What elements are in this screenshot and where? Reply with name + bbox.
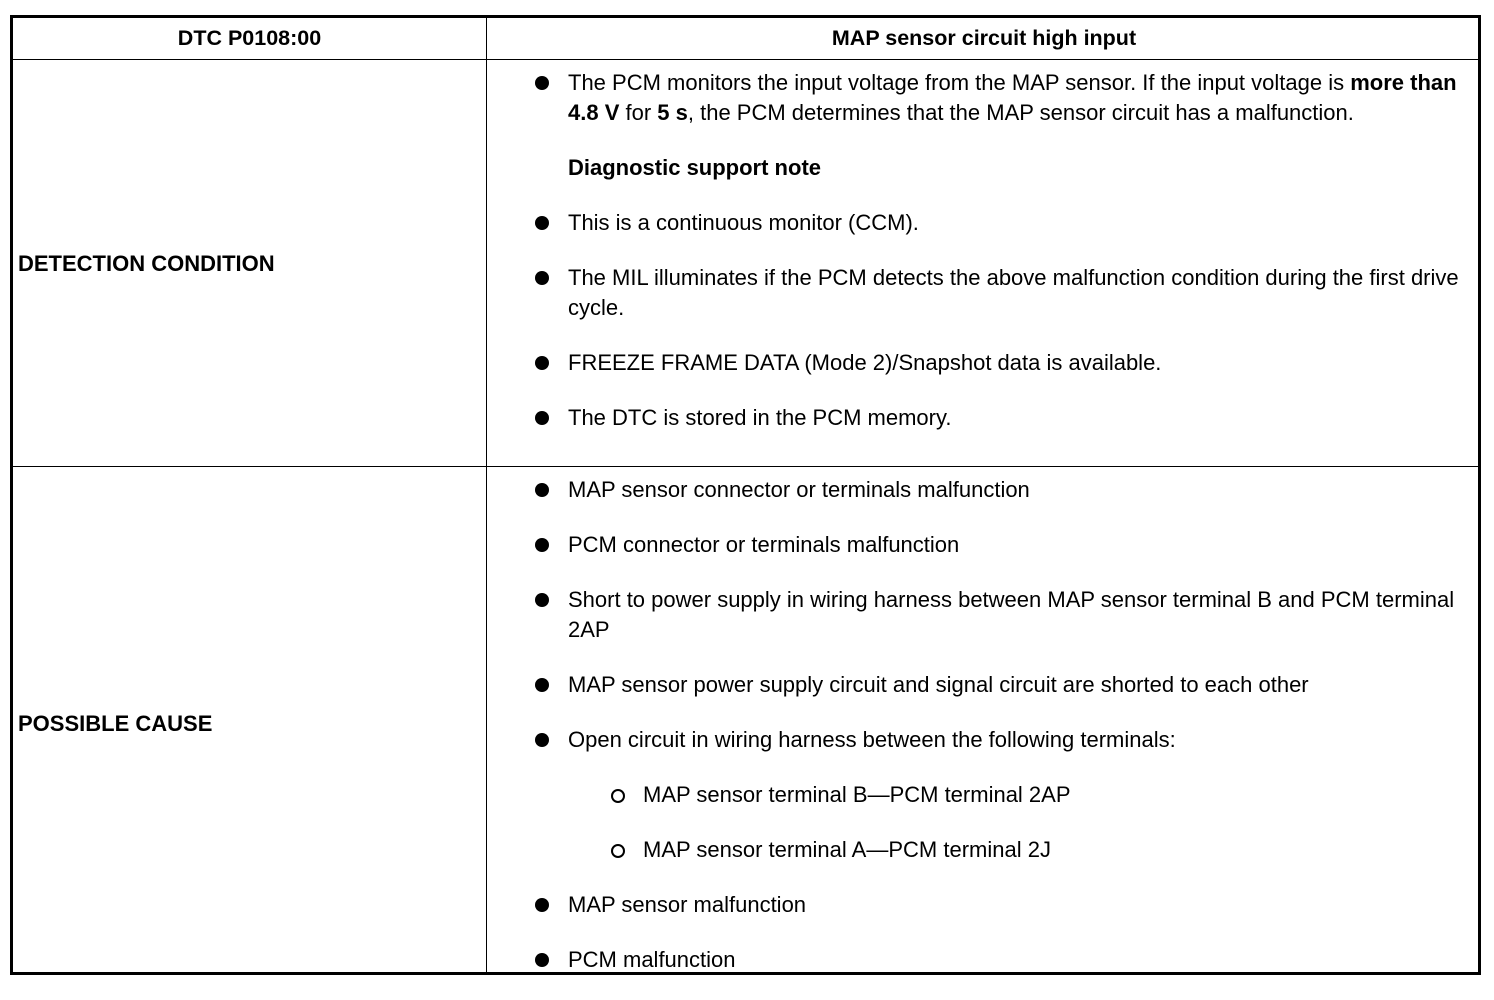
bullet-icon [535, 733, 549, 747]
list-item [487, 670, 1481, 700]
sub-list-item [487, 835, 1481, 865]
hollow-bullet-icon [611, 844, 625, 858]
bullet-icon [535, 678, 549, 692]
voltage-threshold: more than 4.8 V [568, 70, 1457, 125]
list-item [487, 530, 1481, 560]
cause-text: PCM connector or terminals malfunction [568, 532, 960, 557]
possible-cause-label: POSSIBLE CAUSE [18, 711, 213, 736]
list-item [487, 890, 1481, 920]
bullet-icon [535, 411, 549, 425]
bullet-icon [535, 593, 549, 607]
hollow-bullet-icon [611, 789, 625, 803]
list-item [487, 403, 1481, 433]
list-item [487, 263, 1481, 323]
duration-threshold: 5 s [657, 100, 688, 125]
cause-text: MAP sensor connector or terminals malfunction [568, 477, 1030, 502]
list-item [487, 725, 1481, 755]
cause-text: Open circuit in wiring harness between the following terminals: [568, 727, 1176, 752]
note-text: The MIL illuminates if the PCM detects the above malfunction condition during the first drive cycle. [568, 265, 1459, 320]
sub-cause-text: MAP sensor terminal A—PCM terminal 2J [643, 837, 1051, 862]
list-item [487, 945, 1481, 975]
bullet-icon [535, 898, 549, 912]
bullet-icon [535, 216, 549, 230]
list-item [487, 475, 1481, 505]
cause-text: Short to power supply in wiring harness between MAP sensor terminal B and PCM terminal 2AP [568, 587, 1455, 642]
detection-text-mid: for [619, 100, 658, 125]
list-item [487, 68, 1481, 128]
list-item [487, 208, 1481, 238]
bullet-icon [535, 271, 549, 285]
dtc-table [10, 15, 1481, 975]
diagnostic-note-heading: Diagnostic support note [568, 155, 821, 180]
note-text: This is a continuous monitor (CCM). [568, 210, 919, 235]
sub-list-item [487, 780, 1481, 810]
detection-condition-label: DETECTION CONDITION [18, 251, 275, 276]
sub-cause-text: MAP sensor terminal B—PCM terminal 2AP [643, 782, 1071, 807]
possible-cause-content [487, 475, 1481, 1000]
row-divider [13, 466, 1478, 467]
dtc-title-header: MAP sensor circuit high input [831, 26, 1137, 50]
bullet-icon [535, 76, 549, 90]
cause-text: PCM malfunction [568, 947, 736, 972]
header-divider [13, 59, 1478, 60]
bullet-icon [535, 356, 549, 370]
note-text: FREEZE FRAME DATA (Mode 2)/Snapshot data is available. [568, 350, 1162, 375]
bullet-icon [535, 538, 549, 552]
detection-text-post: , the PCM determines that the MAP sensor circuit has a malfunction. [687, 100, 1354, 125]
dtc-code-header: DTC P0108:00 [177, 26, 322, 50]
detection-text-pre: The PCM monitors the input voltage from the MAP sensor. If the input voltage is [568, 70, 1351, 95]
list-item [487, 348, 1481, 378]
detection-condition-content [487, 68, 1481, 458]
bullet-icon [535, 953, 549, 967]
note-text: The DTC is stored in the PCM memory. [568, 405, 952, 430]
cause-text: MAP sensor malfunction [568, 892, 807, 917]
list-item [487, 585, 1481, 645]
cause-text: MAP sensor power supply circuit and signal circuit are shorted to each other [568, 672, 1309, 697]
bullet-icon [535, 483, 549, 497]
